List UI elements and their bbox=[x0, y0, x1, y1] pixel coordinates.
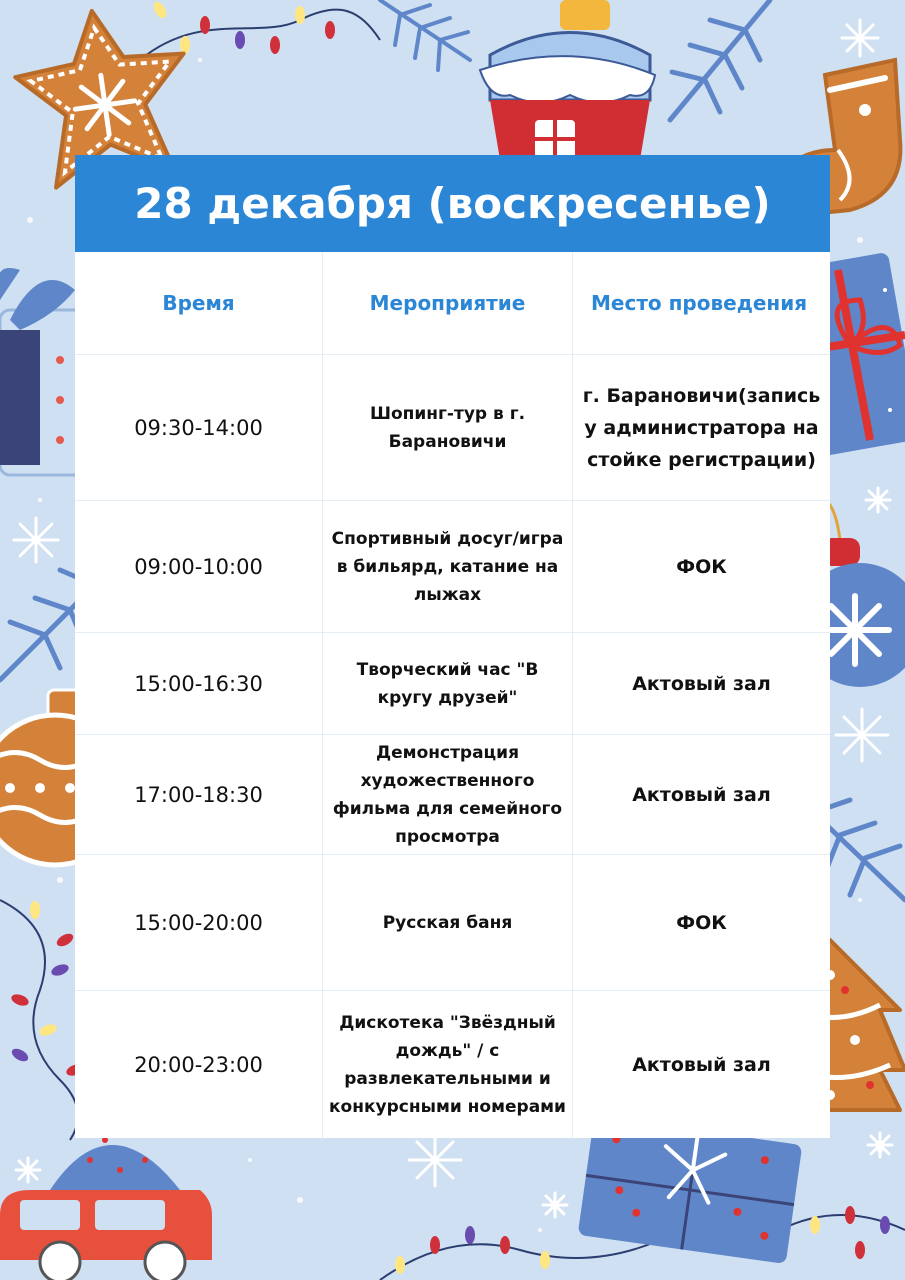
table-row bbox=[75, 632, 830, 735]
row-time: 17:00-18:30 bbox=[134, 783, 263, 807]
row-event: Творческий час "В кругу друзей" bbox=[322, 633, 573, 735]
row-place: Актовый зал bbox=[632, 1054, 771, 1076]
pine-branch-icon bbox=[380, 0, 470, 70]
table-row bbox=[75, 734, 830, 855]
table-row bbox=[75, 854, 830, 991]
title-banner bbox=[75, 155, 830, 252]
row-place: г. Барановичи(запись у администратора на стойке регистрации) bbox=[582, 385, 821, 471]
table-header-row bbox=[75, 252, 830, 354]
table-row bbox=[75, 354, 830, 501]
page-title: 28 декабря (воскресенье) bbox=[134, 179, 771, 228]
schedule-table bbox=[75, 252, 830, 1138]
header-place: Место проведения bbox=[591, 291, 808, 315]
row-time: 09:00-10:00 bbox=[134, 555, 263, 579]
row-place: ФОК bbox=[676, 912, 727, 934]
row-event: Спортивный досуг/игра в бильярд, катание на лыжах bbox=[322, 501, 573, 633]
row-time: 09:30-14:00 bbox=[134, 416, 263, 440]
christmas-lights-icon bbox=[140, 0, 380, 60]
christmas-lights-icon bbox=[0, 900, 85, 1140]
pine-branch-icon bbox=[670, 0, 770, 120]
table-row bbox=[75, 990, 830, 1139]
table-row bbox=[75, 500, 830, 633]
row-place: ФОК bbox=[676, 556, 727, 578]
row-place: Актовый зал bbox=[632, 784, 771, 806]
row-event: Демонстрация художественного фильма для семейного просмотра bbox=[322, 735, 573, 855]
row-event: Русская баня bbox=[322, 855, 573, 991]
ornament-house-icon bbox=[480, 0, 655, 173]
header-time: Время bbox=[162, 291, 235, 315]
row-time: 15:00-16:30 bbox=[134, 672, 263, 696]
car-with-tree-icon bbox=[0, 1137, 212, 1280]
row-event: Дискотека "Звёздный дождь" / с развлекательными и конкурсными номерами bbox=[322, 991, 573, 1139]
row-event: Шопинг-тур в г. Барановичи bbox=[322, 355, 573, 501]
row-place: Актовый зал bbox=[632, 673, 771, 695]
row-time: 15:00-20:00 bbox=[134, 911, 263, 935]
row-time: 20:00-23:00 bbox=[134, 1053, 263, 1077]
header-event: Мероприятие bbox=[322, 252, 573, 354]
